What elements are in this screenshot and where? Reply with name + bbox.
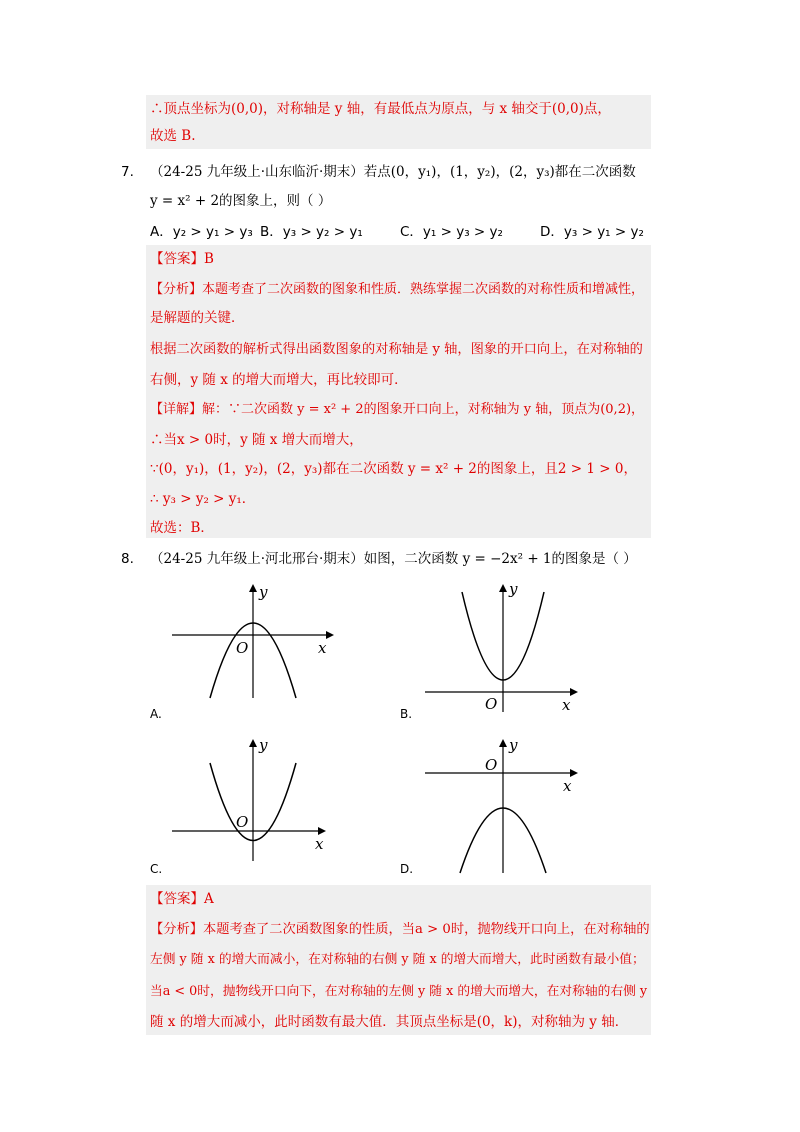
question-8-answer: 【答案】A [150,891,214,907]
graph-a-label: A. [150,707,162,721]
question-8-number: 8. [121,551,134,567]
question-7-answer: 【答案】B [150,251,214,267]
graph-c [160,733,340,863]
question-7-analysis-4: 右侧，y 随 x 的增大而增大，再比较即可． [150,372,408,388]
graph-b-origin-label: O [485,695,498,713]
graph-a-origin-label: O [236,639,249,657]
graph-d-y-label: y [509,736,518,754]
question-7-option-d: D．y₃ > y₁ > y₂ [540,224,644,240]
question-7-detail-4: ∴ y₃ > y₂ > y₁． [150,491,256,507]
graph-d [415,733,585,878]
question-7-option-c: C．y₁ > y₃ > y₂ [400,224,503,240]
question-7-analysis-3: 根据二次函数的解析式得出函数图象的对称轴是 y 轴，图象的开口向上，在对称轴的 [150,342,643,357]
graph-a [160,578,340,703]
graph-a-y-label: y [259,583,268,601]
question-7-option-b: B．y₃ > y₂ > y₁ [260,224,363,240]
question-8-analysis-4: 随 x 的增大而减小，此时函数有最大值．其顶点坐标是(0，k)，对称轴为 y 轴． [150,1014,629,1030]
question-8-stem: （24-25 九年级上·河北邢台·期末）如图，二次函数 y = −2x² + 1的图象是（ ） [150,551,637,567]
graph-c-origin-label: O [236,813,249,831]
question-7-stem-line-1: （24-25 九年级上·山东临沂·期末）若点(0，y₁)，(1，y₂)，(2，y₃)都在二次函数 [150,164,636,180]
question-7-detail-1: 【详解】解：∵二次函数 y = x² + 2的图象开口向上，对称轴为 y 轴，顶点为(0,2)， [150,402,645,417]
question-7-number: 7. [121,164,134,180]
graph-b-y-label: y [509,580,518,598]
question-8-analysis-1: 【分析】本题考查了二次函数图象的性质，当a > 0时，抛物线开口向上，在对称轴的 [150,922,650,937]
graph-b [415,578,585,713]
graph-d-label: D. [400,862,414,876]
graph-c-x-label: x [315,835,324,853]
question-8-analysis-2: 左侧 y 随 x 的增大而减小，在对称轴的右侧 y 随 x 的增大而增大，此时函数有最小值； [150,952,645,967]
prev-solution-line-2: 故选 B. [150,128,196,144]
graph-d-origin-label: O [485,756,498,774]
prev-solution-line-1: ∴顶点坐标为(0,0)，对称轴是 y 轴，有最低点为原点，与 x 轴交于(0,0)点， [150,101,611,117]
graph-c-label: C. [150,862,163,876]
question-7-detail-2: ∴当x > 0时，y 随 x 增大而增大， [150,432,363,448]
graph-b-label: B. [400,707,413,721]
question-7-detail-3: ∵(0，y₁)，(1，y₂)，(2，y₃)都在二次函数 y = x² + 2的图象上，且2 > 1 > 0， [150,461,637,477]
graph-b-x-label: x [562,696,571,713]
graph-c-y-label: y [259,736,268,754]
question-7-option-a: A．y₂ > y₁ > y₃ [150,224,253,240]
question-7-analysis-2: 是解题的关键． [150,310,245,326]
graph-a-x-label: x [318,639,327,657]
question-7-stem-line-2: y = x² + 2的图象上，则（ ） [150,193,332,209]
question-7-detail-5: 故选：B． [150,520,214,536]
question-7-analysis-1: 【分析】本题考查了二次函数的图象和性质．熟练掌握二次函数的对称性质和增减性， [150,282,645,297]
question-8-analysis-3: 当a < 0时，抛物线开口向下，在对称轴的左侧 y 随 x 的增大而增大，在对称轴的右侧 y [150,984,648,999]
graph-d-x-label: x [563,777,572,795]
